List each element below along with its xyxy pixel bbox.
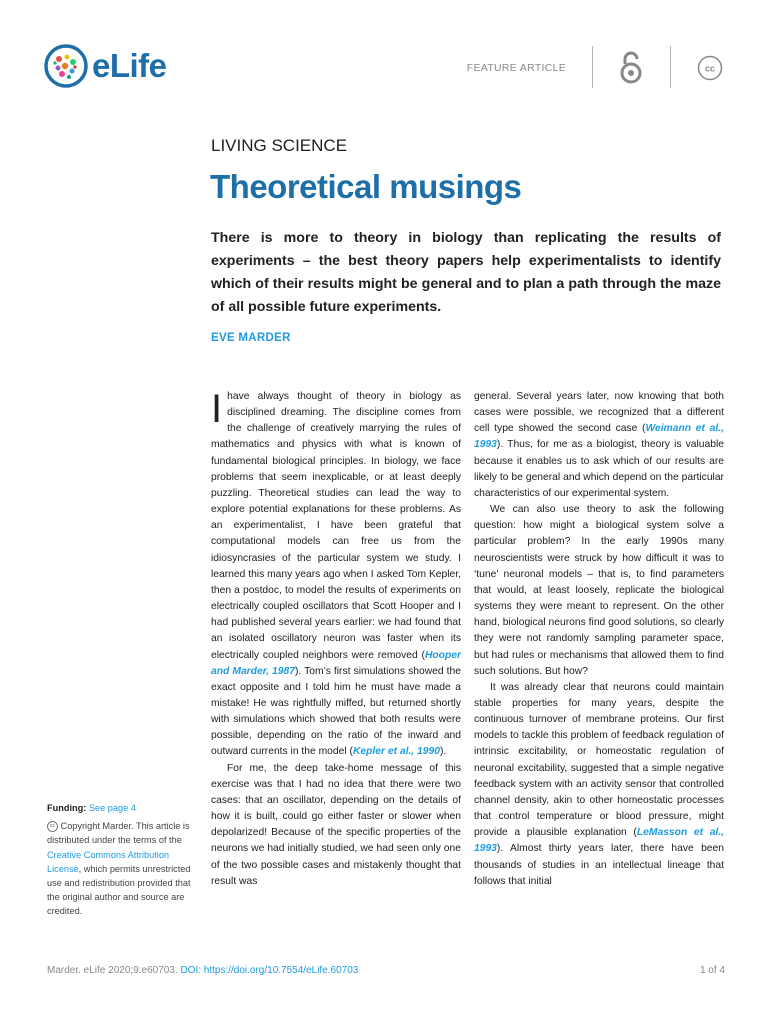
elife-logo[interactable] xyxy=(44,44,167,88)
body-column-2 xyxy=(474,389,724,890)
body-paragraph: We can also use theory to ask the following question: how might a biological system solve a particular problem? In the early 1990s many neuroscientists were struck by how difficult it was to ‘tune’ neuronal models – that is, to find parameters that would, at least loosely, replicate the biological systems they were meant to represent. On the other hand, biological neurons find good solutions, so clearly they were not randomly sampling parameter space, but had rules or mechanisms that allowed them to find such solutions. But how? xyxy=(474,504,724,677)
article-sidebar xyxy=(47,801,195,923)
page-number: 1 of 4 xyxy=(699,965,725,976)
svg-text:cc: cc xyxy=(704,63,716,74)
license-link[interactable]: Creative Commons Attribution License xyxy=(47,849,170,874)
open-access-icon[interactable] xyxy=(618,50,644,84)
article-title: Theoretical musings xyxy=(210,168,522,205)
article-category: LIVING SCIENCE xyxy=(211,136,348,155)
cc-small-icon: cc xyxy=(47,821,58,832)
body-column-1 xyxy=(211,389,461,890)
article-author[interactable]: EVE MARDER xyxy=(211,332,291,344)
citation-link[interactable]: Hooper and Marder, 1987 xyxy=(211,649,461,677)
elife-logo-icon xyxy=(44,44,88,88)
body-paragraph: I have always thought of theory in biology as disciplined dreaming. The discipline comes from the challenge of creatively marrying the rules of mathematics and physics with what is known of fundamental biological principles. In biology, we face problems that seem inexplicable, or at least deeply puzzling. Theoretical studies can lead the way to explore potential explanations for these problems. As an experimentalist, I have been grateful that computational models can free us from the idiosyncrasies of the particular system we study. I learned this many years ago when I asked Tom Kepler, then a postdoc, to model the results of experiments on electrically coupled oscillators that Scott Hooper and I had published several years earlier: we had found that an isolated oscillatory neuron was faster when its electrically coupled neighbors were removed (Hooper and Marder, 1987). Tom’s first simulations showed the exact opposite and I told him he must have made a mistake! He was rightfully miffed, but returned shortly with simulations which showed that both results were possible, depending on the ratio of the inward and outward currents in the model (Kepler et al., 1990). xyxy=(211,387,461,758)
elife-logo-text: eLife xyxy=(92,47,167,84)
citation-link[interactable]: LeMasson et al., 1993 xyxy=(474,827,725,855)
citation-link[interactable]: Weimann et al., 1993 xyxy=(474,423,724,451)
copyright-note: cc Copyright Marder. This article is distributed under the terms of the Creative Commons Attribution License, which permits unrestricted use and redistribution provided that the original author and source are credited. xyxy=(47,821,191,917)
funding-link[interactable]: See page 4 xyxy=(88,803,136,813)
body-paragraph: For me, the deep take-home message of this exercise was that I had no idea that there were two cases: that an oscillator, depending on the details of how it is built, could go either faster or slower when depolarized! Because of the specific properties of the neurons we had initially studied, we had seen only one of the two possible cases and mistakenly thought that result was xyxy=(211,762,461,887)
creative-commons-icon[interactable] xyxy=(697,55,723,81)
footer-citation: Marder. eLife 2020;9:e60703. DOI: https://doi.org/10.7554/eLife.60703 xyxy=(47,965,359,976)
feature-label: FEATURE ARTICLE xyxy=(466,62,566,74)
drop-cap: I xyxy=(211,387,223,431)
citation-link[interactable]: Kepler et al., 1990 xyxy=(352,746,440,758)
funding-note xyxy=(47,801,195,815)
header-divider xyxy=(592,46,593,88)
body-paragraph: general. Several years later, now knowing that both cases were possible, we recognized that a different cell type showed the second case (Weimann et al., 1993). Thus, for me as a biologist, theory is valuable because it enables us to ask which of our results are likely to be general and which depend on the particular characteristics of our experimental system. xyxy=(474,391,724,499)
header-divider xyxy=(670,46,671,88)
body-paragraph: It was already clear that neurons could maintain stable properties for many years, despite the continuous turnover of membrane proteins. Our first models to tackle this problem of feedback regulation of intrinsic excitability, or homeostatic regulation of neuronal excitability, suggested that a simple negative feedback system with an activity sensor that controlled channel density, akin to other homeostatic processes that control temperature or blood pressure, might provide a plausible explanation (LeMasson et al., 1993). Almost thirty years later, there have been thousands of studies in an intellectual lineage that follows that initial xyxy=(474,681,725,887)
article-abstract: There is more to theory in biology than replicating the results of experiments – the best theory papers help experimentalists to identify which of their results might be general and to plan a path through the maze of all possible future experiments. xyxy=(211,230,721,315)
funding-label: Funding: xyxy=(47,803,87,813)
doi-link[interactable]: DOI: https://doi.org/10.7554/eLife.60703 xyxy=(180,965,359,976)
